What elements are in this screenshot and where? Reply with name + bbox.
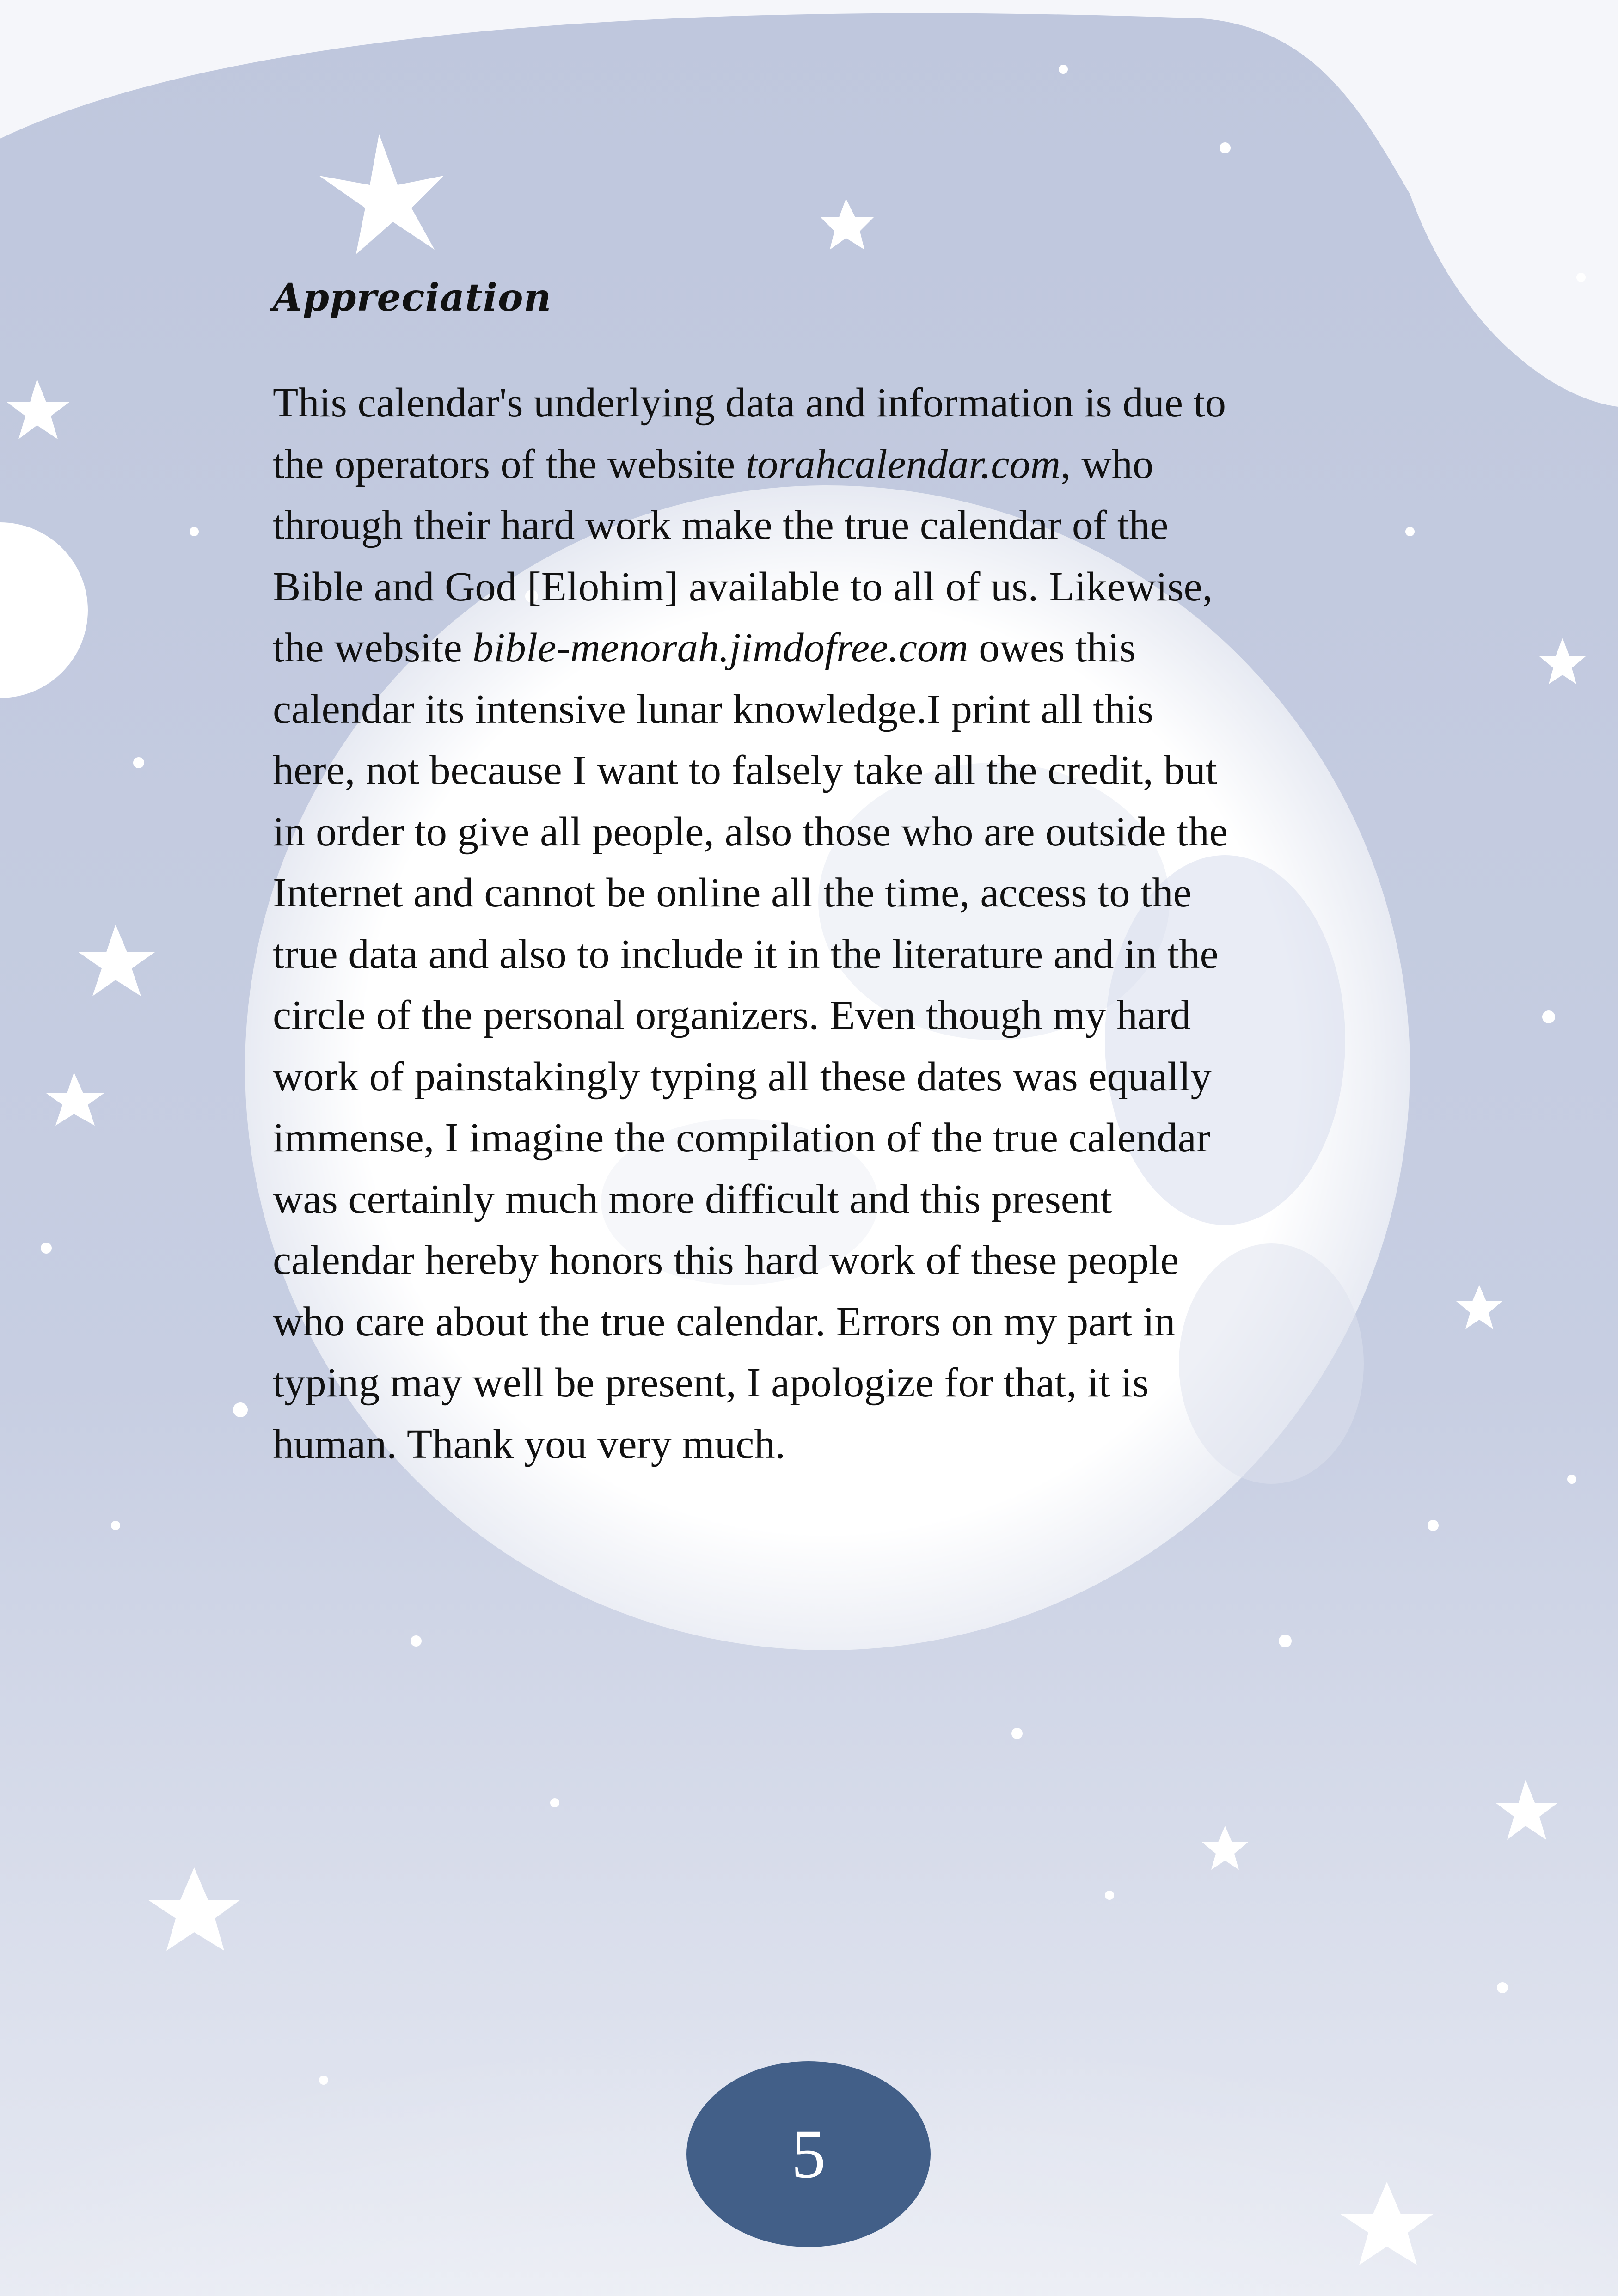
paragraph-line: Bible and God [Elohim] available to all of us. Likewise,: [273, 563, 1213, 610]
paragraph-line: through their hard work make the true calendar of the: [273, 502, 1169, 548]
paragraph-line: calendar hereby honors this hard work of these people: [273, 1237, 1179, 1283]
body-paragraph: [273, 372, 1350, 1475]
page-number-badge: [686, 2061, 931, 2247]
paragraph-line: the website bible-menorah.jimdofree.com owes this: [273, 624, 1136, 671]
section-heading: Appreciation: [273, 276, 552, 320]
paragraph-line: the operators of the website torahcalendar.com, who: [273, 440, 1154, 487]
paragraph-line: true data and also to include it in the literature and in the: [273, 930, 1219, 977]
paragraph-line: circle of the personal organizers. Even though my hard: [273, 992, 1191, 1038]
paragraph-line: who care about the true calendar. Errors on my part in: [273, 1298, 1176, 1345]
paragraph-line: immense, I imagine the compilation of the true calendar: [273, 1114, 1210, 1161]
page-number: 5: [791, 2116, 826, 2192]
paragraph-line: human. Thank you very much.: [273, 1420, 786, 1467]
paragraph-line: in order to give all people, also those who are outside the: [273, 808, 1228, 855]
paragraph-line: was certainly much more difficult and this present: [273, 1175, 1112, 1222]
paragraph-line: typing may well be present, I apologize for that, it is: [273, 1359, 1149, 1406]
website-link-text: torahcalendar.com: [745, 440, 1060, 487]
paragraph-line: here, not because I want to falsely take all the credit, but: [273, 747, 1217, 793]
website-link-text: bible-menorah.jimdofree.com: [472, 624, 968, 671]
paragraph-line: Internet and cannot be online all the time, access to the: [273, 869, 1192, 916]
paragraph-line: work of painstakingly typing all these dates was equally: [273, 1053, 1212, 1100]
paragraph-line: calendar its intensive lunar knowledge.I print all this: [273, 685, 1154, 732]
paragraph-line: This calendar's underlying data and information is due to: [273, 379, 1226, 426]
